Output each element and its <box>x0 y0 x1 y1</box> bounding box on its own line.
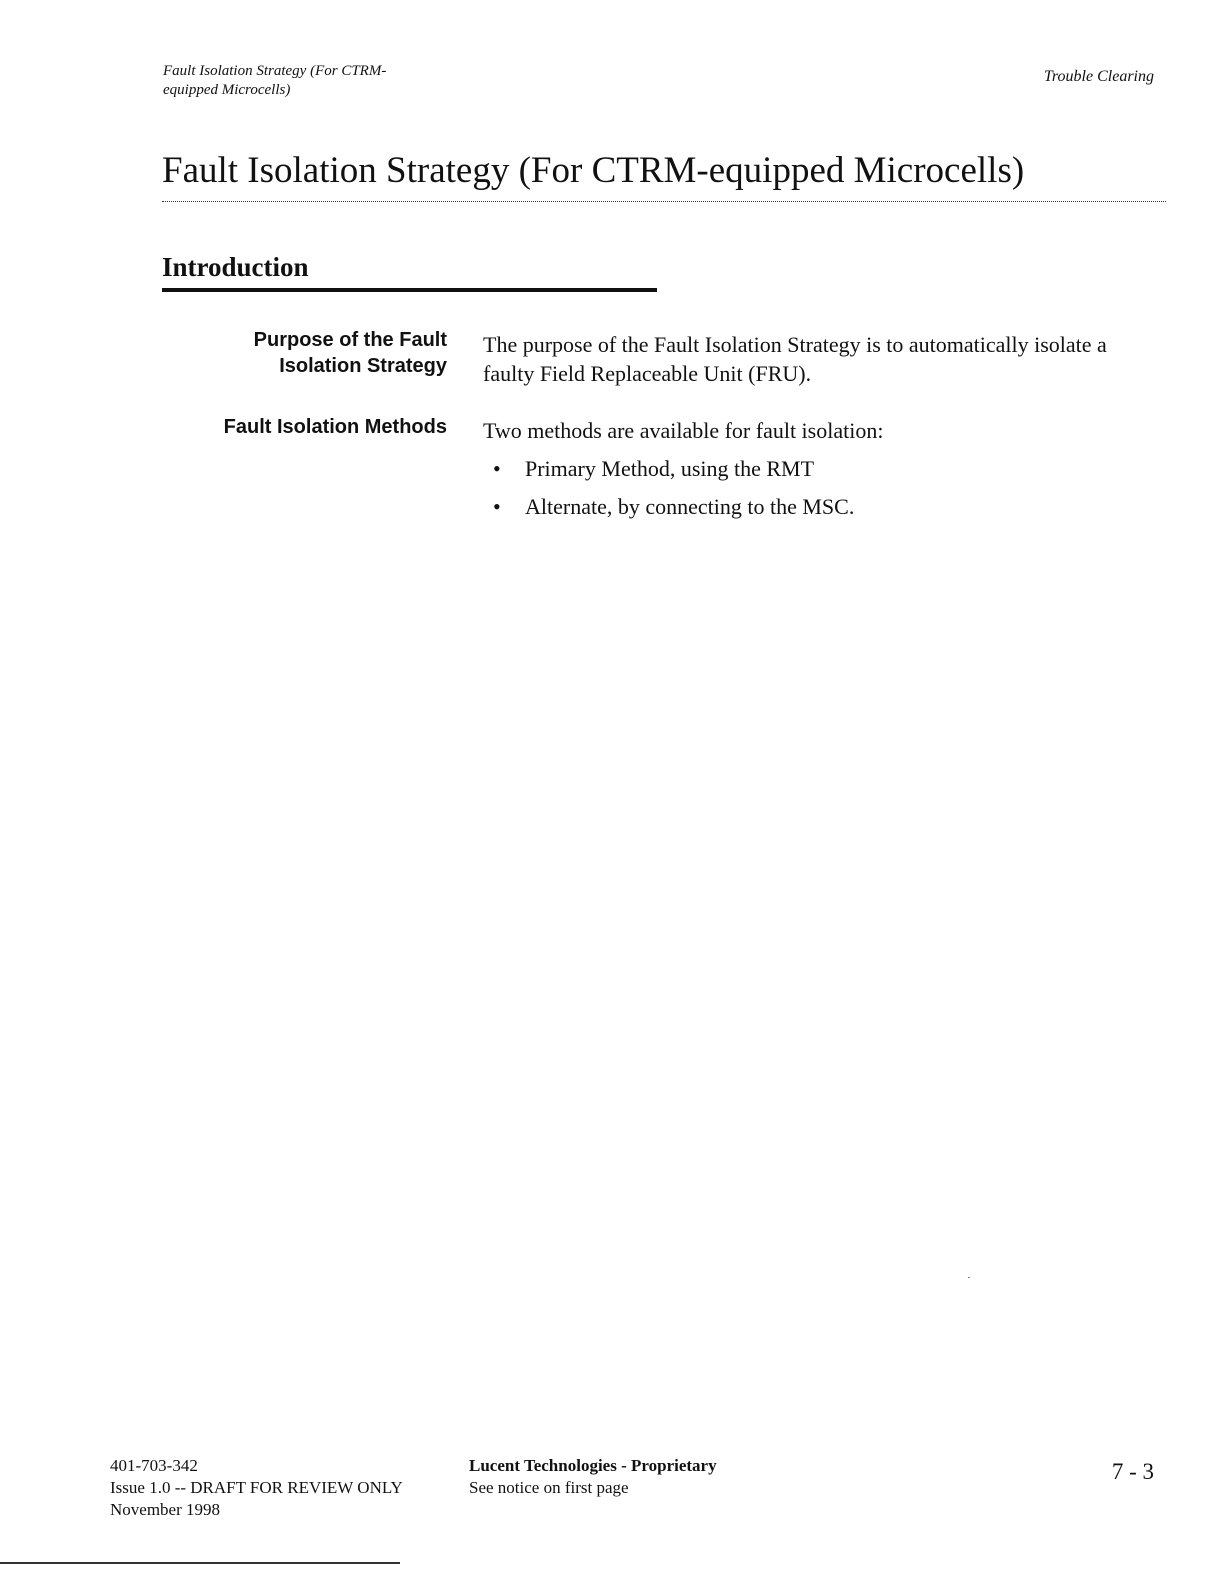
page-number: 7 - 3 <box>1111 1459 1154 1484</box>
bottom-edge-rule <box>0 1562 400 1564</box>
section-heading: Introduction <box>162 252 309 282</box>
list-item-text: Primary Method, using the RMT <box>525 456 815 481</box>
list-item-text: Alternate, by connecting to the MSC. <box>525 494 855 519</box>
list-item <box>483 454 854 483</box>
bullet-icon: • <box>493 494 501 519</box>
footer-company: Lucent Technologies - Proprietary <box>469 1456 717 1475</box>
running-header-left-line1: Fault Isolation Strategy (For CTRM- <box>163 63 387 79</box>
purpose-text-line2: faulty Field Replaceable Unit (FRU). <box>483 361 812 386</box>
footer-doc-number: 401-703-342 <box>110 1456 198 1475</box>
purpose-label-line1: Purpose of the Fault <box>253 329 447 351</box>
running-header-right: Trouble Clearing <box>1043 68 1154 85</box>
running-header-left-line2: equipped Microcells) <box>163 82 291 98</box>
footer-document-info <box>110 1455 403 1521</box>
methods-list <box>483 454 854 530</box>
title-divider <box>162 201 1166 202</box>
footer-issue: Issue 1.0 -- DRAFT FOR REVIEW ONLY <box>110 1478 403 1497</box>
footer-notice: See notice on first page <box>469 1478 629 1497</box>
running-header-left <box>163 62 463 100</box>
footer-date: November 1998 <box>110 1500 221 1519</box>
purpose-side-label <box>254 327 447 379</box>
purpose-paragraph <box>483 330 1173 388</box>
scan-speck <box>968 1277 970 1278</box>
methods-intro: Two methods are available for fault isolation: <box>483 418 884 443</box>
purpose-text-line1: The purpose of the Fault Isolation Strategy is to automatically isolate a <box>483 332 1107 357</box>
purpose-label-line2: Isolation Strategy <box>279 355 447 377</box>
page-title: Fault Isolation Strategy (For CTRM-equipped Microcells) <box>162 150 1025 191</box>
footer-proprietary-notice <box>469 1455 717 1499</box>
list-item <box>483 492 854 521</box>
bullet-icon: • <box>493 456 501 481</box>
methods-side-label: Fault Isolation Methods <box>223 416 447 438</box>
section-heading-rule <box>162 288 657 292</box>
